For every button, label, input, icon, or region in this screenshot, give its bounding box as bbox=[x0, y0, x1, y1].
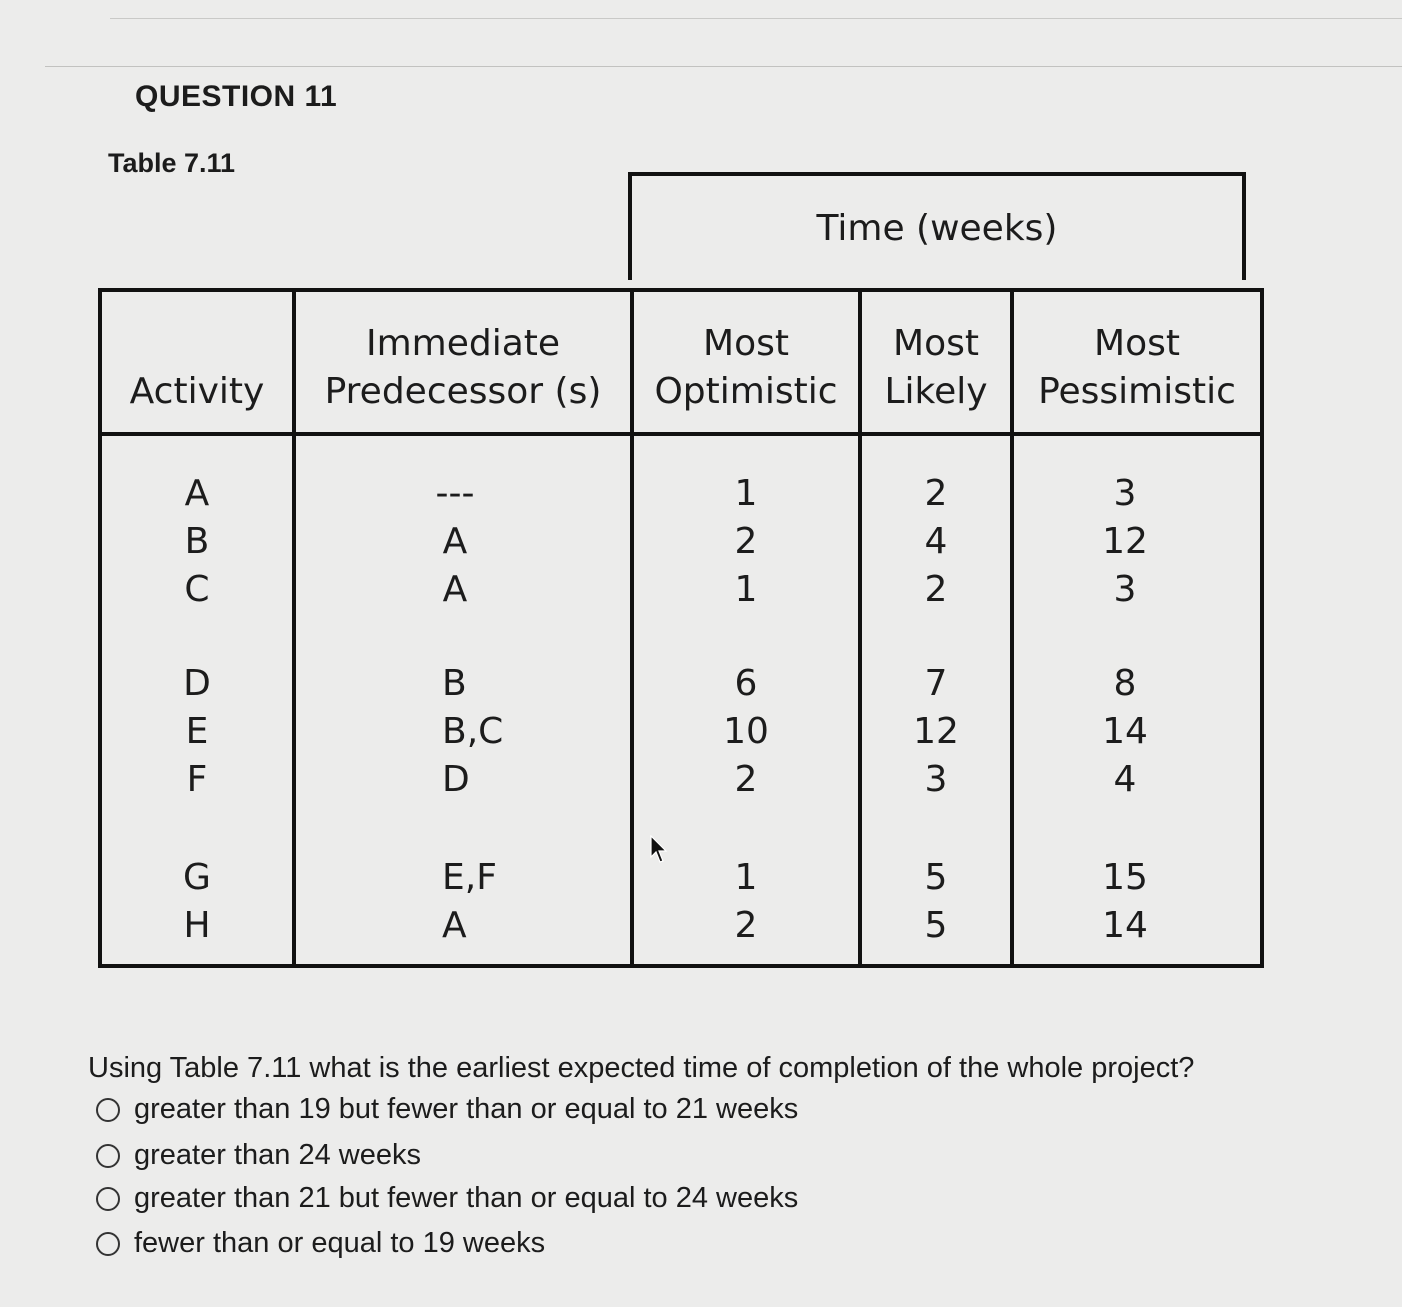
section-divider bbox=[45, 66, 1402, 67]
header-predecessor bbox=[296, 308, 630, 428]
header-pessimistic-line2: Pessimistic bbox=[1038, 371, 1236, 412]
cell-likely-group-1: 2 4 2 bbox=[924, 473, 948, 610]
cell-predecessor-group-3: E,F A bbox=[442, 857, 497, 946]
cell-optimistic-group-3: 1 2 bbox=[734, 857, 758, 946]
answer-option-label: greater than 19 but fewer than or equal to 21 weeks bbox=[134, 1093, 799, 1125]
cell-pessimistic-group-2: 8 14 4 bbox=[1102, 663, 1148, 800]
answer-option-label: greater than 24 weeks bbox=[134, 1139, 421, 1171]
radio-button-icon[interactable] bbox=[96, 1232, 120, 1256]
radio-button-icon[interactable] bbox=[96, 1187, 120, 1211]
header-pessimistic bbox=[1014, 308, 1260, 428]
activity-table bbox=[98, 288, 1264, 968]
radio-button-icon[interactable] bbox=[96, 1098, 120, 1122]
header-pessimistic-line1: Most bbox=[1094, 323, 1180, 364]
cell-optimistic-group-2: 6 10 2 bbox=[723, 663, 769, 800]
cell-optimistic-group-1: 1 2 1 bbox=[734, 473, 758, 610]
header-activity bbox=[102, 308, 292, 428]
mouse-cursor-icon bbox=[650, 835, 668, 870]
cell-activity-group-2: D E F bbox=[183, 663, 211, 800]
top-divider bbox=[110, 18, 1402, 19]
cell-predecessor-group-2: B B,C D bbox=[442, 663, 504, 800]
question-prompt: Using Table 7.11 what is the earliest expected time of completion of the whole project? bbox=[88, 1052, 1195, 1084]
answer-option-4[interactable] bbox=[96, 1227, 545, 1260]
header-divider bbox=[102, 432, 1260, 436]
answer-option-label: greater than 21 but fewer than or equal to 24 weeks bbox=[134, 1182, 799, 1214]
header-optimistic bbox=[634, 308, 858, 428]
cell-likely-group-3: 5 5 bbox=[924, 857, 948, 946]
answer-option-1[interactable] bbox=[96, 1093, 798, 1126]
header-predecessor-line1: Immediate bbox=[365, 323, 561, 364]
cell-likely-group-2: 7 12 3 bbox=[913, 663, 959, 800]
table-caption: Table 7.11 bbox=[108, 148, 236, 178]
cell-pessimistic-group-3: 15 14 bbox=[1102, 857, 1148, 946]
cell-activity-group-1: A B C bbox=[184, 473, 210, 610]
answer-option-label: fewer than or equal to 19 weeks bbox=[134, 1227, 546, 1259]
header-activity-label: Activity bbox=[129, 371, 265, 412]
cell-pessimistic-group-1: 3 12 3 bbox=[1102, 473, 1148, 610]
header-likely-line2: Likely bbox=[884, 371, 988, 412]
time-weeks-header bbox=[628, 172, 1246, 280]
header-optimistic-line2: Optimistic bbox=[654, 371, 838, 412]
cell-activity-group-3: G H bbox=[183, 857, 211, 946]
header-likely bbox=[862, 308, 1010, 428]
question-heading: QUESTION 11 bbox=[135, 80, 338, 113]
header-likely-line1: Most bbox=[893, 323, 979, 364]
header-predecessor-line2: Predecessor (s) bbox=[324, 371, 602, 412]
time-weeks-label: Time (weeks) bbox=[816, 207, 1058, 249]
cell-predecessor-group-1: --- A A bbox=[435, 473, 475, 610]
answer-option-2[interactable] bbox=[96, 1139, 421, 1172]
answer-option-3[interactable] bbox=[96, 1182, 798, 1215]
radio-button-icon[interactable] bbox=[96, 1144, 120, 1168]
header-optimistic-line1: Most bbox=[703, 323, 789, 364]
